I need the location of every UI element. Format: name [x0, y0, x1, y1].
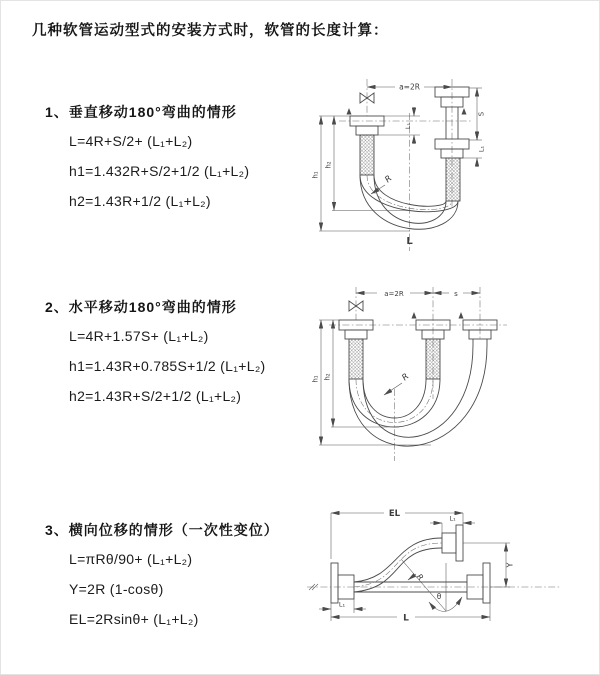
section-2-formula-l: L=4R+1.57S+ (L₁+L₂)	[69, 328, 209, 344]
diagram-vertical-180-bend	[311, 69, 598, 265]
angle-arc	[429, 597, 462, 611]
dim-label-a2r: a=2R	[399, 82, 420, 92]
hose-displaced-position	[354, 538, 442, 592]
section-1-heading: 1、垂直移动180°弯曲的情形	[45, 104, 237, 120]
upper-flange-displaced	[442, 525, 463, 561]
radius-label-r: R	[414, 572, 426, 583]
section-2-heading: 2、水平移动180°弯曲的情形	[45, 299, 237, 315]
section-3-formula-y: Y=2R (1-cosθ)	[69, 581, 164, 597]
section-3-heading: 3、横向位移的情形（一次性变位）	[45, 522, 279, 538]
braided-hose-section	[349, 339, 363, 379]
dim-label-el: EL	[388, 509, 401, 519]
dim-label-l: L	[403, 613, 409, 624]
movement-arrow-icon	[412, 312, 417, 319]
hose-u-bend	[349, 345, 487, 446]
radius-leader-line	[384, 383, 402, 395]
left-flange	[339, 320, 373, 379]
dim-label-y: Y	[505, 562, 515, 568]
dim-label-s: S	[477, 111, 486, 117]
hose-u-bend	[360, 175, 458, 229]
braided-hose-section	[426, 339, 440, 379]
section-2	[45, 297, 266, 411]
dim-label-s: s	[454, 289, 458, 298]
section-2-formula-h1: h1=1.43R+0.785S+1/2 (L₁+L₂)	[69, 358, 266, 374]
dim-label-l1-left: L₁	[404, 122, 412, 130]
radius-label-r: R	[383, 173, 395, 186]
radius-construction-line	[401, 559, 446, 611]
dim-label-h2: h₂	[323, 373, 332, 381]
movement-arrow-icon	[347, 108, 352, 115]
dim-label-h2: h₂	[324, 161, 333, 169]
section-3-formula-el: EL=2Rsinθ+ (L₁+L₂)	[69, 611, 199, 627]
section-1	[45, 102, 249, 216]
diagram-lateral-displacement	[299, 499, 600, 651]
left-flange	[350, 116, 384, 175]
section-3-formula-l: L=πRθ/90+ (L₁+L₂)	[69, 551, 193, 567]
movement-arrow-icon	[462, 108, 467, 115]
left-flange	[331, 563, 354, 603]
section-2-formula-h2: h2=1.43R+S/2+1/2 (L₁+L₂)	[69, 388, 242, 404]
braided-hose-section	[360, 135, 374, 175]
section-3	[45, 520, 279, 634]
dim-label-h1: h₁	[311, 171, 320, 179]
dim-label-l1-top: L₁	[449, 514, 456, 523]
movement-arrow-icon	[459, 312, 464, 319]
section-1-formula-h2: h2=1.43R+1/2 (L₁+L₂)	[69, 193, 211, 209]
dim-label-a2r: a=2R	[384, 289, 404, 298]
page-title: 几种软管运动型式的安装方式时，软管的长度计算：	[32, 23, 389, 39]
dim-label-h1: h₁	[311, 375, 320, 383]
section-1-formula-h1: h1=1.432R+S/2+1/2 (L₁+L₂)	[69, 163, 250, 179]
braided-hose-section	[446, 158, 460, 201]
diagram-horizontal-180-bend	[311, 279, 598, 475]
dim-label-l: L	[406, 236, 413, 247]
radius-label-r: R	[400, 371, 412, 384]
angle-label-theta: θ	[436, 592, 442, 601]
section-1-formula-l: L=4R+S/2+ (L₁+L₂)	[69, 133, 193, 149]
dim-label-l1-right: L₁	[477, 145, 486, 153]
right-flange-straight	[467, 563, 490, 603]
dim-label-l1-left: L₁	[338, 600, 346, 609]
